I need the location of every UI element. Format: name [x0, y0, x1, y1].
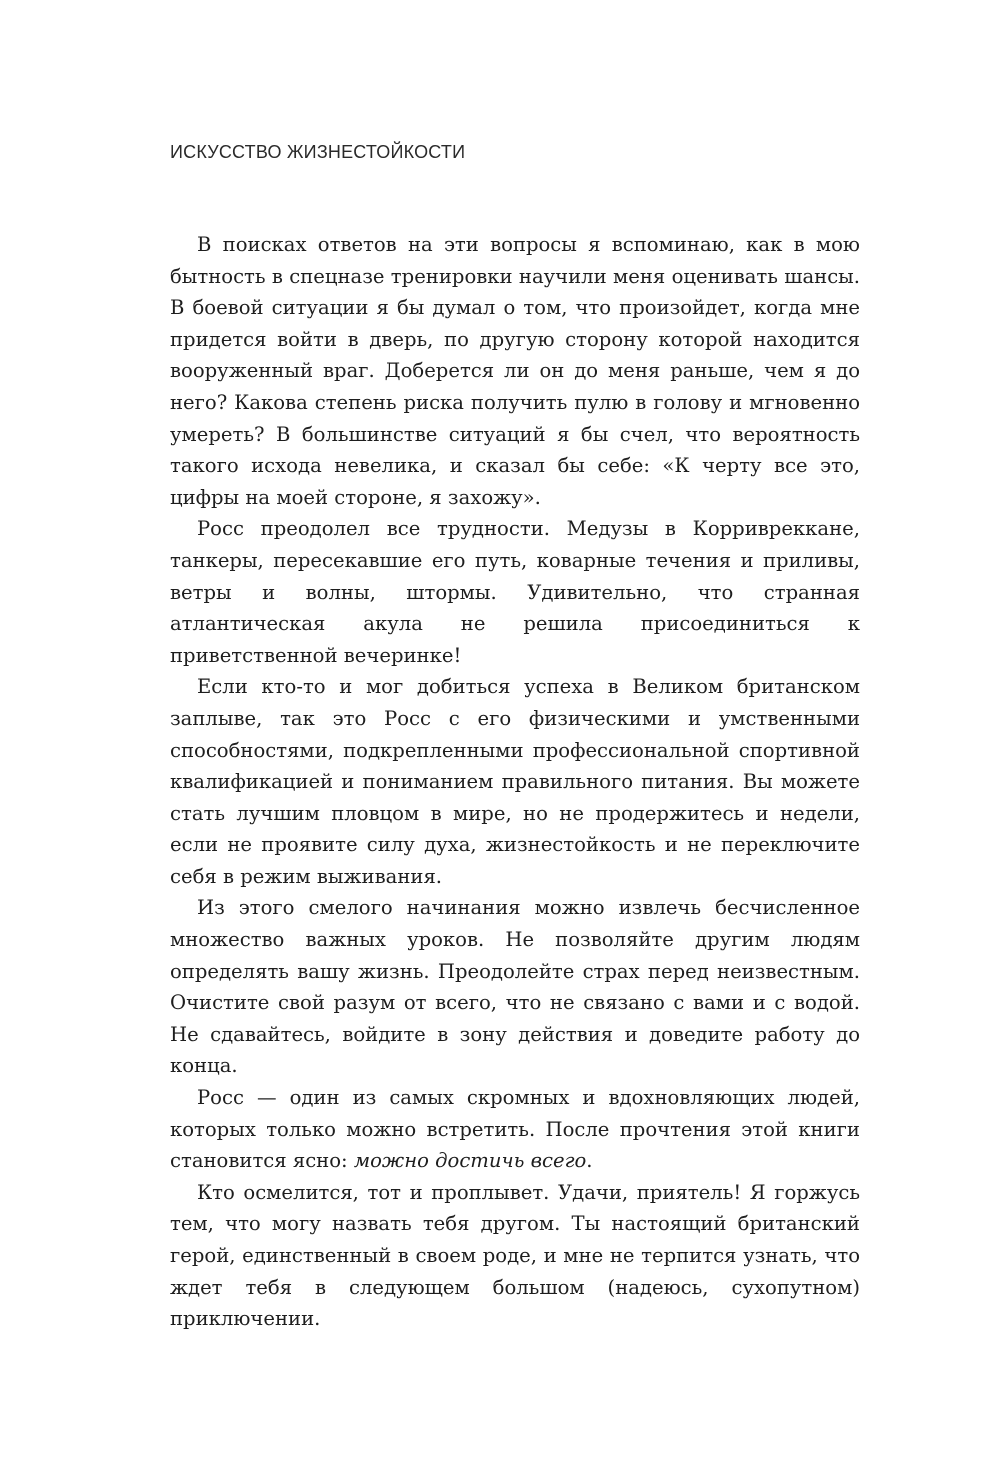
paragraph-1: В поисках ответов на эти вопросы я вспоминаю, как в мою бытность в спецназе тренировки научили меня оценивать шансы. В боевой ситуации я бы думал о том, что произойдет, когда мне придется войти в дверь, по другую сторону которой находится вооруженный враг. Доберется ли он до меня раньше, чем я до него? Какова степень риска получить пулю в голову и мгновенно умереть? В большинстве ситуаций я бы счел, что вероятность такого исхода невелика, и сказал бы себе: «К черту все это, цифры на моей стороне, я захожу». — [170, 233, 860, 509]
running-header: ИСКУССТВО ЖИЗНЕСТОЙКОСТИ — [170, 142, 466, 162]
italic-emphasis: можно достичь всего — [353, 1149, 587, 1173]
paragraph-3: Если кто-то и мог добиться успеха в Великом британском заплыве, так это Росс с его физическими и умственными способностями, подкрепленными профессиональной спортивной квалификацией и пониманием правильного питания. Вы можете стать лучшим пловцом в мире, но не продержитесь и недели, если не проявите силу духа, жизнестойкость и не переключите себя в режим выживания. — [170, 675, 860, 888]
paragraph-5-text: Росс — один из самых скромных и вдохновляющих людей, которых только можно встретить. После прочтения этой книги становится ясно: — [170, 1086, 860, 1173]
paragraph-6: Кто осмелится, тот и проплывет. Удачи, приятель! Я горжусь тем, что могу назвать тебя другом. Ты настоящий британский герой, единственный в своем роде, и мне не терпится узнать, что ждет тебя в следующем большом (надеюсь, сухопутном) приключении. — [170, 1180, 860, 1331]
paragraph-5: Росс — один из самых скромных и вдохновляющих людей, которых только можно встретить. После прочтения этой книги становится ясно: можно достичь всего. — [170, 1086, 860, 1173]
body-text — [170, 229, 860, 1335]
paragraph-2: Росс преодолел все трудности. Медузы в Корривреккане, танкеры, пересекавшие его путь, коварные течения и приливы, ветры и волны, штормы. Удивительно, что странная атлантическая акула не решила присоединиться к приветственной вечеринке! — [170, 517, 860, 667]
paragraph-4: Из этого смелого начинания можно извлечь бесчисленное множество важных уроков. Не позволяйте другим людям определять вашу жизнь. Преодолейте страх перед неизвестным. Очистите свой разум от всего, что не связано с вами и с водой. Не сдавайтесь, войдите в зону действия и доведите работу до конца. — [170, 896, 860, 1078]
